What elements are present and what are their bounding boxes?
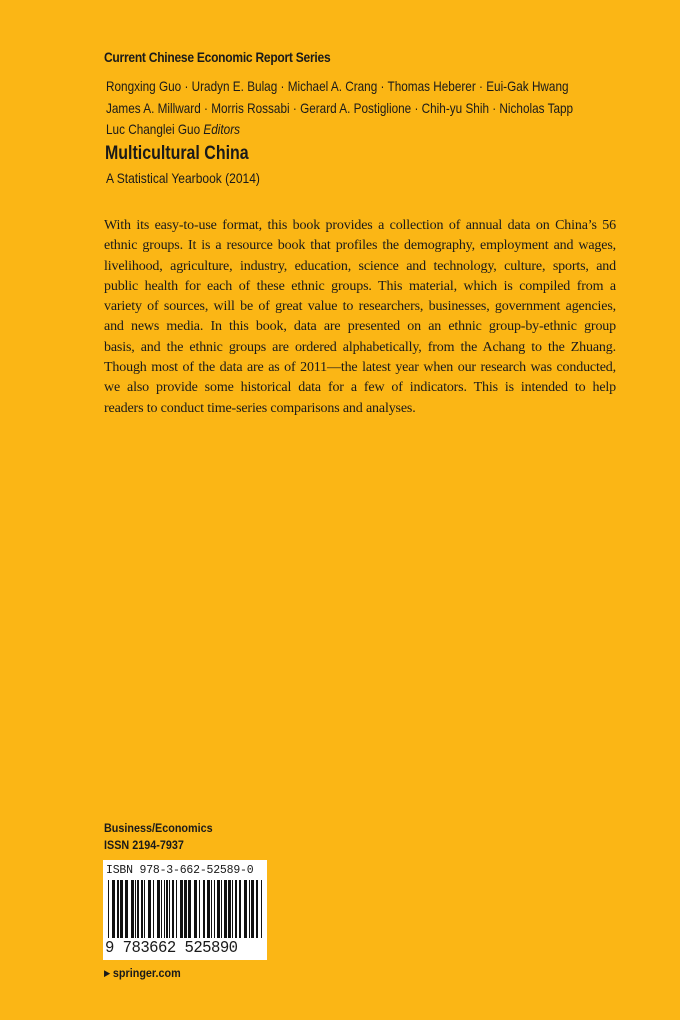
isbn-barcode [103, 860, 267, 960]
barcode-digits: 9 783662 525890 [105, 939, 238, 958]
barcode-bars [108, 880, 262, 938]
description-line: we also provide some historical data for a few of indicators. This is intended to help [104, 380, 616, 396]
editors-role-label: Editors [203, 121, 241, 137]
editors-line [106, 121, 240, 137]
barcode-bar [244, 880, 247, 938]
barcode-bar [232, 880, 233, 938]
barcode-bar [184, 880, 187, 938]
book-title: Multicultural China [105, 143, 249, 164]
issn-number: ISSN 2194-7937 [104, 838, 184, 852]
description-line: With its easy-to-use format, this book provides a collection of annual data on China’s 56 [104, 218, 616, 233]
barcode-bar [261, 880, 262, 938]
barcode-bar [203, 880, 205, 938]
isbn-label: ISBN 978-3-662-52589-0 [106, 864, 254, 877]
barcode-bar [148, 880, 151, 938]
barcode-bar [228, 880, 231, 938]
description-line: Though most of the data are as of 2011—the latest year when our research was conducted, [104, 360, 616, 376]
barcode-bar [117, 880, 119, 938]
barcode-bar [207, 880, 210, 938]
publisher-link[interactable] [104, 966, 181, 980]
barcode-bar [141, 880, 143, 938]
barcode-bar [211, 880, 212, 938]
barcode-bar [164, 880, 165, 938]
barcode-bar [199, 880, 200, 938]
barcode-bar [144, 880, 145, 938]
editor-name: Luc Changlei Guo [106, 121, 201, 137]
publisher-link-text[interactable]: springer.com [112, 966, 181, 980]
arrow-right-icon: ▶ [104, 967, 111, 978]
description-line: livelihood, agriculture, industry, education, science and technology, culture, sports, and [104, 258, 616, 274]
series-title: Current Chinese Economic Report Series [104, 49, 331, 65]
barcode-bar [194, 880, 197, 938]
description-line: variety of sources, will be of great value to researchers, businesses, government agencies, [104, 299, 616, 315]
barcode-bar [120, 880, 123, 938]
barcode-bar [169, 880, 170, 938]
description-line: and news media. In this book, data are presented on an ethnic group-by-ethnic group [104, 319, 616, 335]
barcode-bar [157, 880, 160, 938]
description-line: basis, and the ethnic groups are ordered alphabetically, from the Achang to the Zhuang. [104, 339, 616, 355]
barcode-bar [166, 880, 168, 938]
barcode-bar [235, 880, 237, 938]
barcode-bar [108, 880, 109, 938]
barcode-bar [224, 880, 227, 938]
book-description [104, 216, 616, 419]
barcode-bar [153, 880, 154, 938]
editors-line: James A. Millward · Morris Rossabi · Gerard A. Postiglione · Chih-yu Shih · Nicholas Tapp [106, 100, 574, 116]
barcode-bar [161, 880, 162, 938]
barcode-bar [251, 880, 254, 938]
barcode-bar [188, 880, 191, 938]
barcode-bar [172, 880, 174, 938]
barcode-bar [214, 880, 215, 938]
barcode-bar [137, 880, 139, 938]
description-line: readers to conduct time-series comparisons and analyses. [104, 400, 416, 416]
barcode-bar [112, 880, 115, 938]
subject-category: Business/Economics [104, 821, 213, 835]
barcode-bar [135, 880, 136, 938]
barcode-bar [131, 880, 134, 938]
barcode-bar [180, 880, 183, 938]
barcode-bar [256, 880, 258, 938]
editors-line: Rongxing Guo · Uradyn E. Bulag · Michael A. Crang · Thomas Heberer · Eui-Gak Hwang [106, 78, 569, 94]
barcode-bar [221, 880, 222, 938]
barcode-bar [239, 880, 241, 938]
barcode-bar [217, 880, 220, 938]
description-line: public health for each of these ethnic groups. This material, which is compiled from a [104, 278, 616, 294]
description-line: ethnic groups. It is a resource book that profiles the demography, employment and wages, [104, 238, 616, 254]
book-subtitle: A Statistical Yearbook (2014) [106, 170, 260, 186]
barcode-bar [176, 880, 177, 938]
barcode-bar [249, 880, 250, 938]
barcode-bar [125, 880, 128, 938]
